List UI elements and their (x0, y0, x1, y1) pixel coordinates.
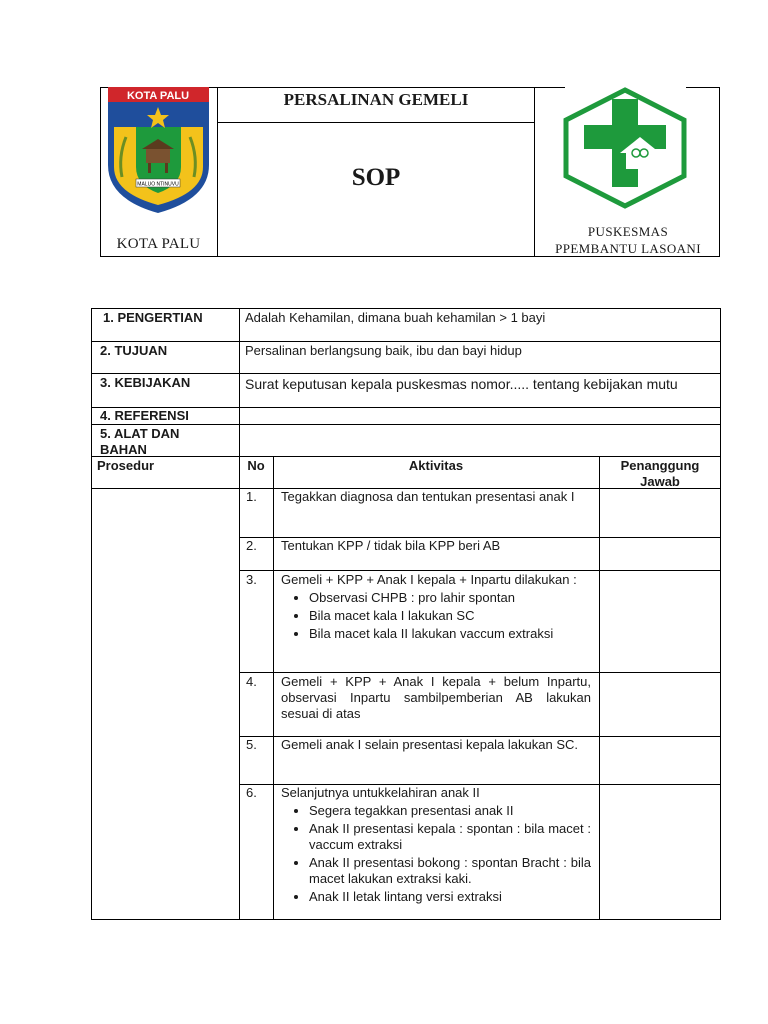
step-block (281, 572, 591, 644)
right-caption-line2: PPEMBANTU LASOANI (555, 241, 701, 256)
step-no: 1. (246, 489, 257, 504)
step-no: 4. (246, 674, 257, 689)
step-no: 5. (246, 737, 257, 752)
header-no: No (247, 458, 265, 473)
document-title: PERSALINAN GEMELI (283, 90, 469, 109)
step-no: 3. (246, 572, 257, 587)
label-alat-bahan: 5. ALAT DAN BAHAN (100, 426, 180, 457)
value-tujuan: Persalinan berlangsung baik, ibu dan bayi hidup (245, 343, 522, 358)
left-caption: KOTA PALU (116, 236, 201, 252)
bullet-item: • Segera tegakkan presentasi anak II (309, 803, 591, 819)
step-no: 2. (246, 538, 257, 553)
label-kebijakan: 3. KEBIJAKAN (100, 375, 191, 390)
emblem-banner: MALUO NTINUVU (137, 181, 179, 188)
bullet-item: • Observasi CHPB : pro lahir spontan (309, 590, 591, 606)
header-penanggung-jawab: Penanggung Jawab (620, 458, 700, 489)
step-block (281, 785, 591, 907)
header-prosedur: Prosedur (97, 458, 155, 473)
bullet-item: • Anak II presentasi kepala : spontan : bila macet : vaccum extraksi (309, 821, 591, 853)
right-caption-line1: PUSKESMAS (587, 224, 669, 239)
label-pengertian: 1. PENGERTIAN (103, 310, 203, 325)
value-kebijakan: Surat keputusan kepala puskesmas nomor..... tentang kebijakan mutu (245, 376, 678, 392)
header-aktivitas: Aktivitas (408, 458, 464, 473)
step-text: Selanjutnya untukkelahiran anak II (281, 785, 480, 800)
step-text: Gemeli + KPP + Anak I kepala + belum Inpartu, observasi Inpartu sambilpemberian AB lakukan sesuai di atas (281, 674, 591, 721)
step-text: Tentukan KPP / tidak bila KPP beri AB (281, 538, 501, 553)
right-caption (536, 223, 720, 257)
step-bullets (281, 590, 591, 642)
value-pengertian: Adalah Kehamilan, dimana buah kehamilan > 1 bayi (245, 310, 546, 325)
bullet-item: • Bila macet kala II lakukan vaccum extraksi (309, 626, 591, 642)
emblem-title: KOTA PALU (126, 90, 190, 102)
step-bullets (281, 803, 591, 905)
label-referensi: 4. REFERENSI (100, 408, 189, 423)
document-type: SOP (351, 164, 401, 191)
bullet-item: • Anak II presentasi bokong : spontan Bracht : bila macet lakukan extraksi kaki. (309, 855, 591, 887)
bullet-item: • Anak II letak lintang versi extraksi (309, 889, 591, 905)
bullet-item: • Bila macet kala I lakukan SC (309, 608, 591, 624)
step-no: 6. (246, 785, 257, 800)
step-text: Tegakkan diagnosa dan tentukan presentasi anak I (281, 489, 575, 504)
label-tujuan: 2. TUJUAN (100, 343, 168, 358)
kota-palu-emblem (106, 87, 211, 215)
step-text: Gemeli + KPP + Anak I kepala + Inpartu dilakukan : (281, 572, 577, 587)
puskesmas-logo (562, 87, 688, 209)
step-text: Gemeli anak I selain presentasi kepala lakukan SC. (281, 737, 578, 752)
